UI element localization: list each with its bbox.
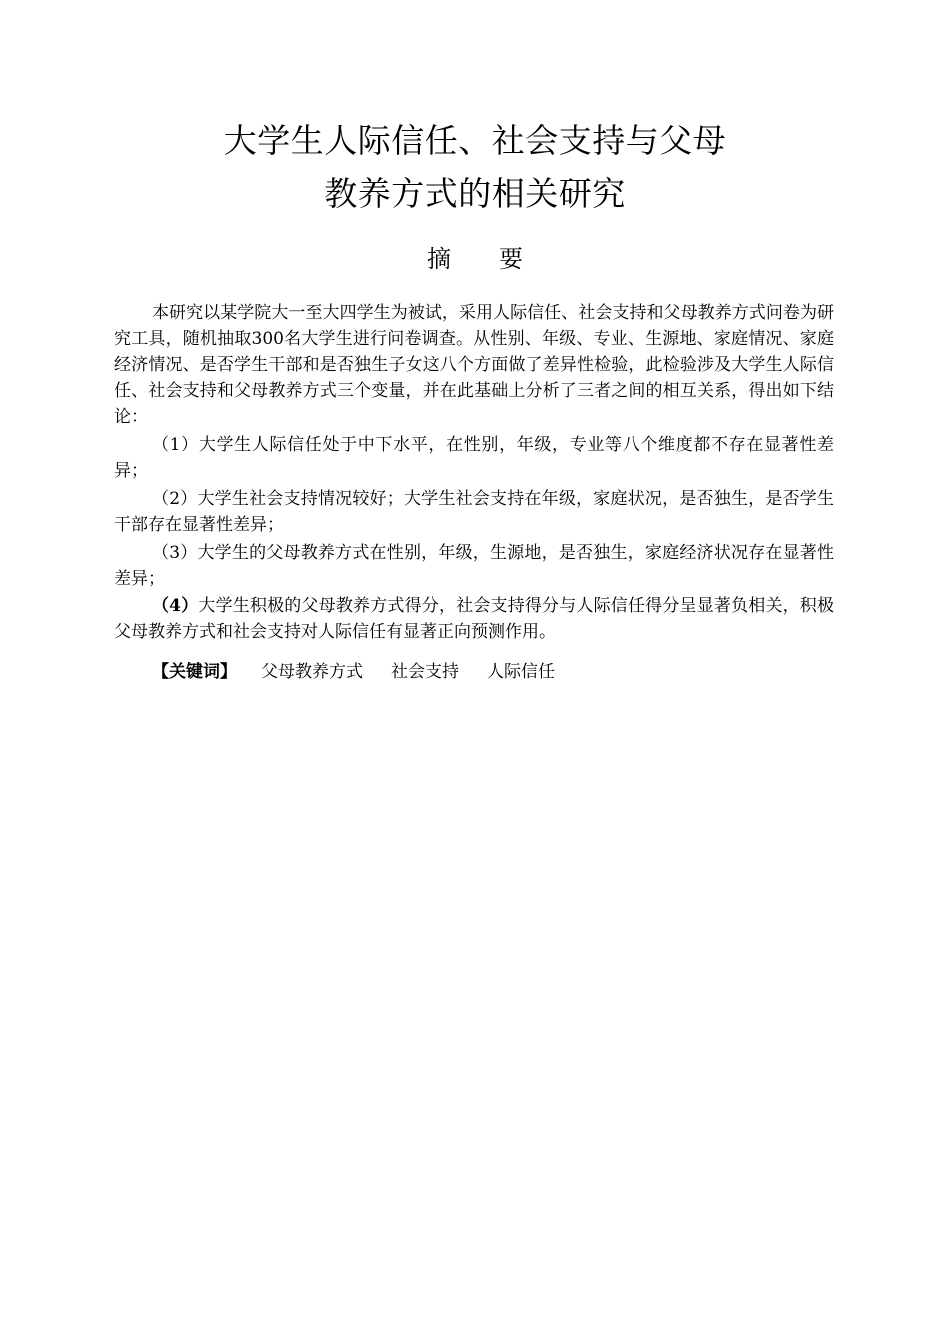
conclusion-3: [114, 540, 834, 592]
conclusion-number: （3）: [152, 543, 198, 563]
abstract-intro-paragraph: 本研究以某学院大一至大四学生为被试，采用人际信任、社会支持和父母教养方式问卷为研究工具，随机抽取300名大学生进行问卷调查。从性别、年级、专业、生源地、家庭情况、家庭经济情况、是否学生干部和是否独生子女这八个方面做了差异性检验，此检验涉及大学生人际信任、社会支持和父母教养方式三个变量，并在此基础上分析了三者之间的相互关系，得出如下结论：: [114, 303, 834, 427]
keyword-item: 人际信任: [487, 662, 555, 682]
keywords-line: [152, 659, 583, 685]
keyword-item: 社会支持: [391, 662, 459, 682]
conclusion-text: 大学生社会支持情况较好；大学生社会支持在年级，家庭状况，是否独生，是否学生干部存在显著性差异；: [114, 489, 834, 535]
abstract-heading: 摘要: [427, 245, 571, 273]
conclusion-1: [114, 432, 834, 484]
paper-title-line-2: 教养方式的相关研究: [324, 174, 626, 213]
conclusion-number: （2）: [152, 489, 198, 509]
conclusion-text: 大学生人际信任处于中下水平，在性别，年级，专业等八个维度都不存在显著性差异；: [114, 435, 834, 481]
keyword-item: 父母教养方式: [261, 662, 363, 682]
paper-title-line-1: 大学生人际信任、社会支持与父母: [223, 121, 727, 160]
keywords-label: 【关键词】: [152, 662, 237, 682]
conclusion-text: 大学生积极的父母教养方式得分，社会支持得分与人际信任得分呈显著负相关，积极父母教养方式和社会支持对人际信任有显著正向预测作用。: [114, 596, 834, 642]
conclusion-text: 大学生的父母教养方式在性别，年级，生源地，是否独生，家庭经济状况存在显著性差异；: [114, 543, 834, 589]
conclusion-number: （4）: [152, 596, 199, 616]
conclusion-number: （1）: [152, 435, 199, 455]
conclusion-2: [114, 486, 834, 538]
conclusion-4: [114, 593, 834, 645]
